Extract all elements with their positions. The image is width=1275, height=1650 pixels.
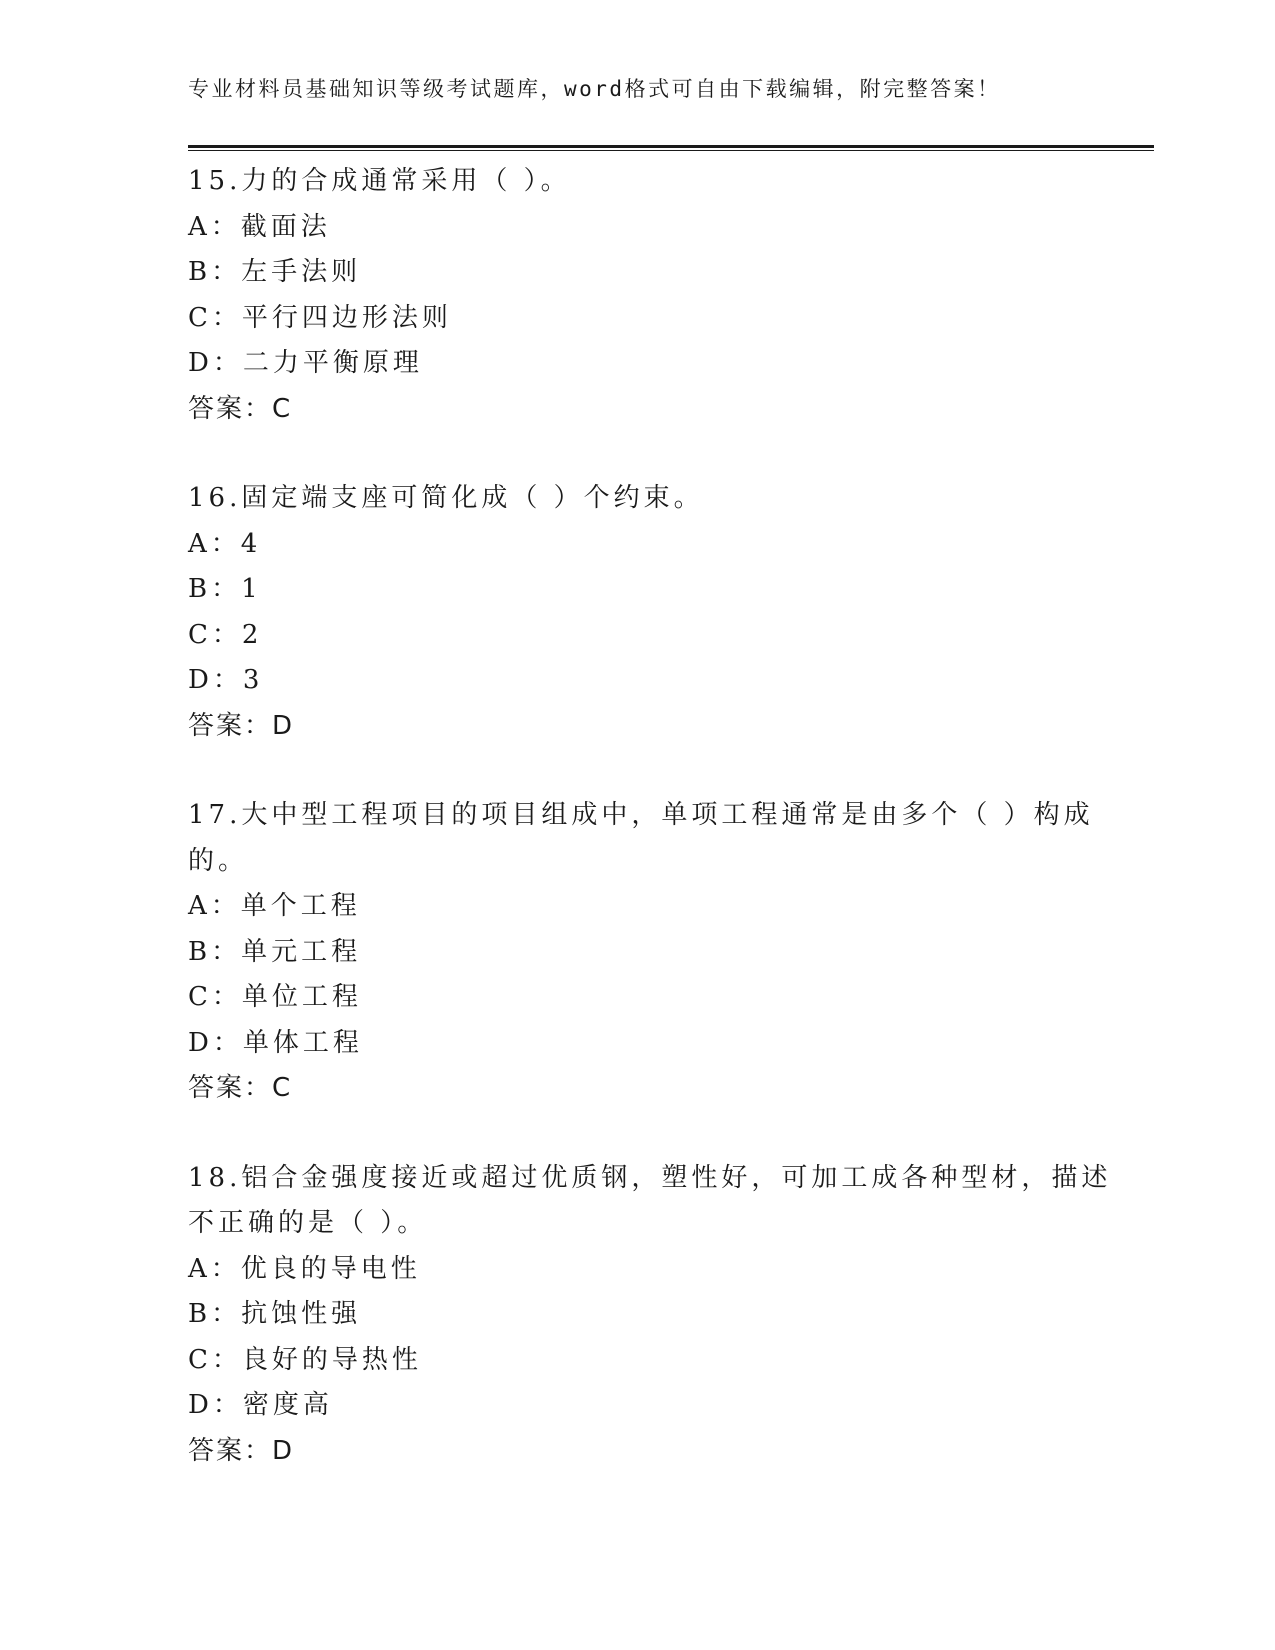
option-b: B：左手法则	[188, 257, 362, 287]
answer: 答案：C	[188, 1073, 293, 1103]
option-a: A：单个工程	[188, 891, 361, 921]
page-header: 专业材料员基础知识等级考试题库，word格式可自由下载编辑，附完整答案！	[188, 77, 1001, 101]
answer: 答案：D	[188, 1435, 295, 1466]
option-d: D：二力平衡原理	[188, 348, 423, 378]
question-stem: 16.固定端支座可简化成（ ）个约束。	[188, 483, 704, 513]
option-d: D：密度高	[188, 1390, 333, 1420]
question-stem-line-2: 不正确的是（ ）。	[188, 1208, 428, 1238]
question-16	[188, 476, 1088, 749]
option-b: B：单元工程	[188, 936, 362, 967]
question-stem: 15.力的合成通常采用（ ）。	[188, 166, 571, 196]
option-a: A：优良的导电性	[188, 1253, 421, 1284]
answer: 答案：C	[188, 393, 293, 424]
option-c: C：单位工程	[188, 982, 362, 1012]
question-stem-line-1: 17.大中型工程项目的项目组成中，单项工程通常是由多个（ ）构成	[188, 800, 1094, 830]
answer: 答案：D	[188, 710, 295, 741]
question-18	[188, 1156, 1112, 1475]
option-b: B：1	[188, 574, 262, 604]
question-list	[188, 159, 1112, 1474]
option-c: C：良好的导热性	[188, 1344, 422, 1375]
option-c: C：2	[188, 619, 263, 650]
header-rule-thin	[188, 150, 1154, 151]
option-c: C：平行四边形法则	[188, 302, 452, 333]
question-stem-line-2: 的。	[188, 845, 249, 876]
option-d: D：单体工程	[188, 1027, 363, 1058]
option-a: A：4	[188, 528, 262, 559]
option-a: A：截面法	[188, 211, 331, 242]
question-stem-line-1: 18.铝合金强度接近或超过优质钢，塑性好，可加工成各种型材，描述	[188, 1162, 1112, 1193]
question-17	[188, 793, 1094, 1112]
option-d: D：3	[188, 665, 264, 695]
option-b: B：抗蚀性强	[188, 1299, 362, 1329]
header-rule-thick	[188, 145, 1154, 148]
question-15	[188, 159, 1088, 432]
